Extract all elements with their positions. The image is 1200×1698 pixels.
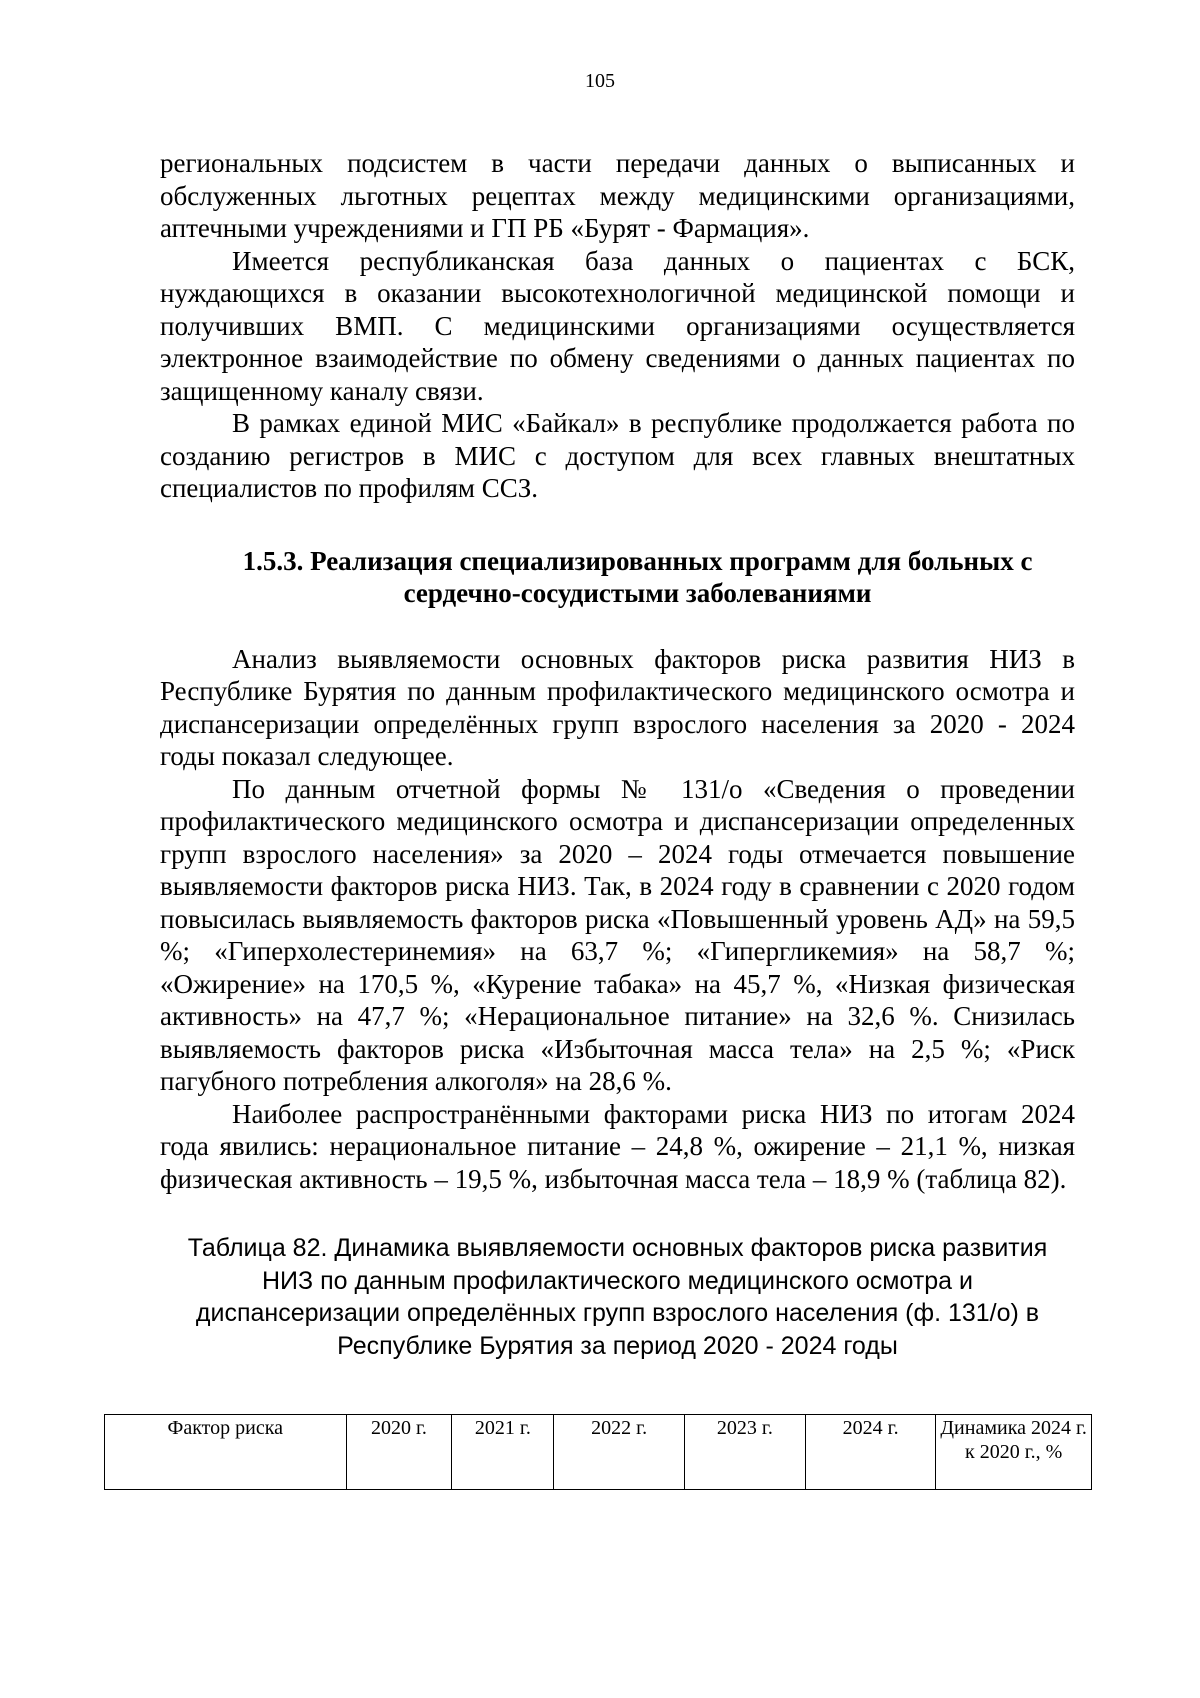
header-2021: 2021 г. (452, 1415, 554, 1490)
header-risk-factor: Фактор риска (105, 1415, 347, 1490)
paragraph-database: Имеется республиканская база данных о пациентах с БСК, нуждающихся в оказании высокотехнологичной медицинской помощи и получивших ВМП. С медицинскими организациями осуществляется электронное взаимодействие по обмену сведениями о данных пациентах по защищенному каналу связи. (160, 245, 1075, 406)
header-2023: 2023 г. (684, 1415, 805, 1490)
risk-factor-table (104, 1414, 1092, 1490)
header-2022: 2022 г. (554, 1415, 684, 1490)
header-dynamics: Динамика 2024 г. к 2020 г., % (936, 1415, 1092, 1490)
page-number: 105 (585, 70, 615, 92)
risk-factor-table-wrapper (104, 1414, 1092, 1490)
paragraph-continuation: региональных подсистем в части передачи данных о выписанных и обслуженных льготных рецептах между медицинскими организациями, аптечными учреждениями и ГП РБ «Бурят - Фармация». (160, 148, 1075, 243)
table-header-row (105, 1415, 1092, 1490)
paragraph-mis-baikal: В рамках единой МИС «Байкал» в республике продолжается работа по созданию регистров в МИС с доступом для всех главных внештатных специалистов по профилям ССЗ. (160, 408, 1075, 503)
paragraph-analysis: Анализ выявляемости основных факторов риска развития НИЗ в Республике Бурятия по данным профилактического медицинского осмотра и диспансеризации определённых групп взрослого населения за 2020 - 2024 годы показал следующее. (160, 643, 1075, 771)
header-2020: 2020 г. (346, 1415, 452, 1490)
document-body (160, 147, 1075, 1362)
paragraph-form-131: По данным отчетной формы № 131/о «Сведения о проведении профилактического медицинского осмотра и диспансеризации определенных групп взрослого населения» за 2020 – 2024 годы отмечается повышение выявляемости факторов риска НИЗ. Так, в 2024 году в сравнении с 2020 годом повысилась выявляемость факторов риска «Повышенный уровень АД» на 59,5 %; «Гиперхолестеринемия» на 63,7 %; «Гипергликемия» на 58,7 %; «Ожирение» на 170,5 %, «Курение табака» на 45,7 %, «Низкая физическая активность» на 47,7 %; «Нерациональное питание» на 32,6 %. Снизилась выявляемость факторов риска «Избыточная масса тела» на 2,5 %; «Риск пагубного потребления алкоголя» на 28,6 %. (160, 773, 1075, 1096)
paragraph-common-factors: Наиболее распространёнными факторами риска НИЗ по итогам 2024 года явились: нерациональное питание – 24,8 %, ожирение – 21,1 %, низкая физическая активность – 19,5 %, избыточная масса тела – 18,9 % (таблица 82). (160, 1098, 1075, 1194)
header-2024: 2024 г. (805, 1415, 935, 1490)
section-heading: 1.5.3. Реализация специализированных программ для больных с сердечно-сосудистыми заболеваниями (242, 545, 1033, 608)
table-caption: Таблица 82. Динамика выявляемости основных факторов риска развития НИЗ по данным профилактического медицинского осмотра и диспансеризации определённых групп взрослого населения (ф. 131/о) в Республике Бурятия за период 2020 - 2024 годы (187, 1234, 1048, 1360)
heading-spacer (160, 610, 1075, 643)
